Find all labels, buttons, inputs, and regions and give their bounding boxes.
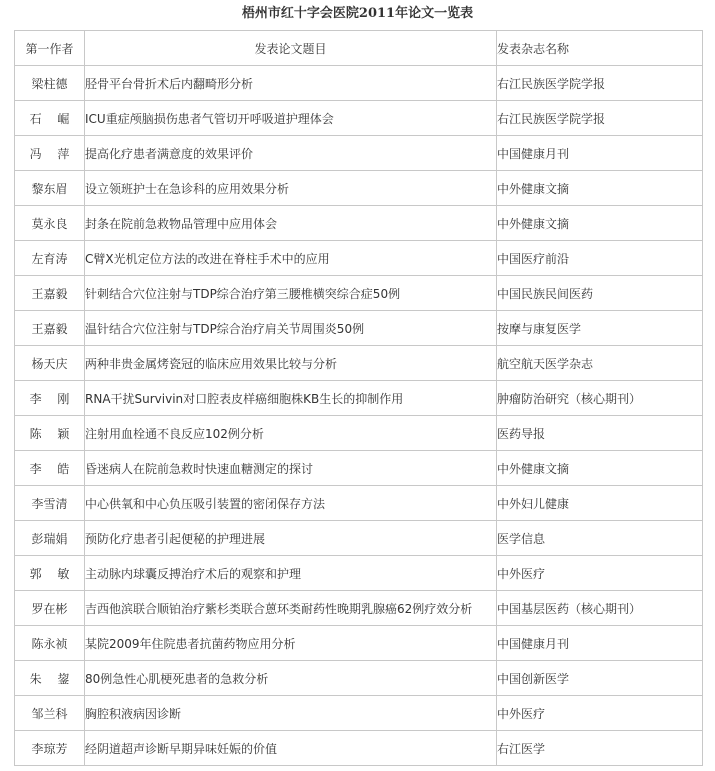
title-cell: C臂X光机定位方法的改进在脊柱手术中的应用 — [85, 241, 497, 276]
title-cell: 温针结合穴位注射与TDP综合治疗肩关节周围炎50例 — [85, 311, 497, 346]
table-row — [15, 206, 703, 241]
journal-cell: 右江医学 — [497, 731, 703, 766]
title-cell: 中心供氧和中心负压吸引装置的密闭保存方法 — [85, 486, 497, 521]
journal-cell: 中外医疗 — [497, 696, 703, 731]
table-row — [15, 136, 703, 171]
journal-cell: 中国健康月刊 — [497, 626, 703, 661]
author-cell: 冯 萍 — [15, 136, 85, 171]
table-row — [15, 486, 703, 521]
page-title: 梧州市红十字会医院2011年论文一览表 — [241, 6, 474, 21]
journal-cell: 中国创新医学 — [497, 661, 703, 696]
journal-cell: 航空航天医学杂志 — [497, 346, 703, 381]
table-header — [15, 31, 703, 66]
table-row — [15, 66, 703, 101]
author-cell: 李 刚 — [15, 381, 85, 416]
journal-cell: 右江民族医学院学报 — [497, 66, 703, 101]
journal-cell: 医学信息 — [497, 521, 703, 556]
title-cell: 80例急性心肌梗死患者的急救分析 — [85, 661, 497, 696]
journal-cell: 中国医疗前沿 — [497, 241, 703, 276]
table-row — [15, 626, 703, 661]
title-cell: RNA干扰Survivin对口腔表皮样癌细胞株KB生长的抑制作用 — [85, 381, 497, 416]
title-cell: 针刺结合穴位注射与TDP综合治疗第三腰椎横突综合症50例 — [85, 276, 497, 311]
title-cell: 注射用血栓通不良反应102例分析 — [85, 416, 497, 451]
journal-cell: 医药导报 — [497, 416, 703, 451]
journal-cell: 中外健康文摘 — [497, 451, 703, 486]
table-body — [15, 66, 703, 766]
title-cell: 主动脉内球囊反搏治疗术后的观察和护理 — [85, 556, 497, 591]
table-row — [15, 241, 703, 276]
author-cell: 陈永祯 — [15, 626, 85, 661]
journal-cell: 中外健康文摘 — [497, 206, 703, 241]
author-cell: 左育涛 — [15, 241, 85, 276]
table-row — [15, 276, 703, 311]
header-row — [15, 31, 703, 66]
journal-cell: 右江民族医学院学报 — [497, 101, 703, 136]
journal-cell: 中国健康月刊 — [497, 136, 703, 171]
title-cell: 昏迷病人在院前急救时快速血糖测定的探讨 — [85, 451, 497, 486]
table-row — [15, 731, 703, 766]
table-row — [15, 171, 703, 206]
table-row — [15, 591, 703, 626]
table-row — [15, 381, 703, 416]
papers-table — [14, 30, 703, 766]
author-cell: 石 崛 — [15, 101, 85, 136]
table-row — [15, 416, 703, 451]
author-cell: 梁柱德 — [15, 66, 85, 101]
table-row — [15, 101, 703, 136]
author-cell: 陈 颖 — [15, 416, 85, 451]
author-cell: 朱 鋆 — [15, 661, 85, 696]
author-cell: 李 皓 — [15, 451, 85, 486]
table-row — [15, 556, 703, 591]
journal-cell: 中外妇儿健康 — [497, 486, 703, 521]
title-cell: 胸腔积液病因诊断 — [85, 696, 497, 731]
author-cell: 罗在彬 — [15, 591, 85, 626]
author-cell: 李雪清 — [15, 486, 85, 521]
author-cell: 王嘉毅 — [15, 276, 85, 311]
journal-cell: 中外医疗 — [497, 556, 703, 591]
author-cell: 莫永良 — [15, 206, 85, 241]
title-cell: 某院2009年住院患者抗菌药物应用分析 — [85, 626, 497, 661]
title-cell: 经阴道超声诊断早期异味妊娠的价值 — [85, 731, 497, 766]
author-cell: 彭瑞娟 — [15, 521, 85, 556]
journal-cell: 中国基层医药（核心期刊） — [497, 591, 703, 626]
title-cell: 封条在院前急救物品管理中应用体会 — [85, 206, 497, 241]
author-cell: 邹兰科 — [15, 696, 85, 731]
table-row — [15, 311, 703, 346]
table-row — [15, 346, 703, 381]
title-cell: 胫骨平台骨折术后内翻畸形分析 — [85, 66, 497, 101]
author-cell: 杨天庆 — [15, 346, 85, 381]
author-cell: 黎东眉 — [15, 171, 85, 206]
table-row — [15, 661, 703, 696]
author-cell: 李琼芳 — [15, 731, 85, 766]
title-cell: ICU重症颅脑损伤患者气管切开呼吸道护理体会 — [85, 101, 497, 136]
journal-cell: 中国民族民间医药 — [497, 276, 703, 311]
journal-cell: 按摩与康复医学 — [497, 311, 703, 346]
author-cell: 王嘉毅 — [15, 311, 85, 346]
header-author: 第一作者 — [15, 31, 85, 66]
title-cell: 预防化疗患者引起便秘的护理进展 — [85, 521, 497, 556]
title-cell: 吉西他滨联合顺铂治疗紫杉类联合蒽环类耐药性晚期乳腺癌62例疗效分析 — [85, 591, 497, 626]
journal-cell: 肿瘤防治研究（核心期刊） — [497, 381, 703, 416]
header-title: 发表论文题目 — [85, 31, 497, 66]
table-row — [15, 696, 703, 731]
journal-cell: 中外健康文摘 — [497, 171, 703, 206]
title-cell: 提高化疗患者满意度的效果评价 — [85, 136, 497, 171]
table-row — [15, 521, 703, 556]
table-row — [15, 451, 703, 486]
author-cell: 郭 敏 — [15, 556, 85, 591]
title-cell: 两种非贵金属烤瓷冠的临床应用效果比较与分析 — [85, 346, 497, 381]
header-journal: 发表杂志名称 — [497, 31, 703, 66]
title-cell: 设立领班护士在急诊科的应用效果分析 — [85, 171, 497, 206]
